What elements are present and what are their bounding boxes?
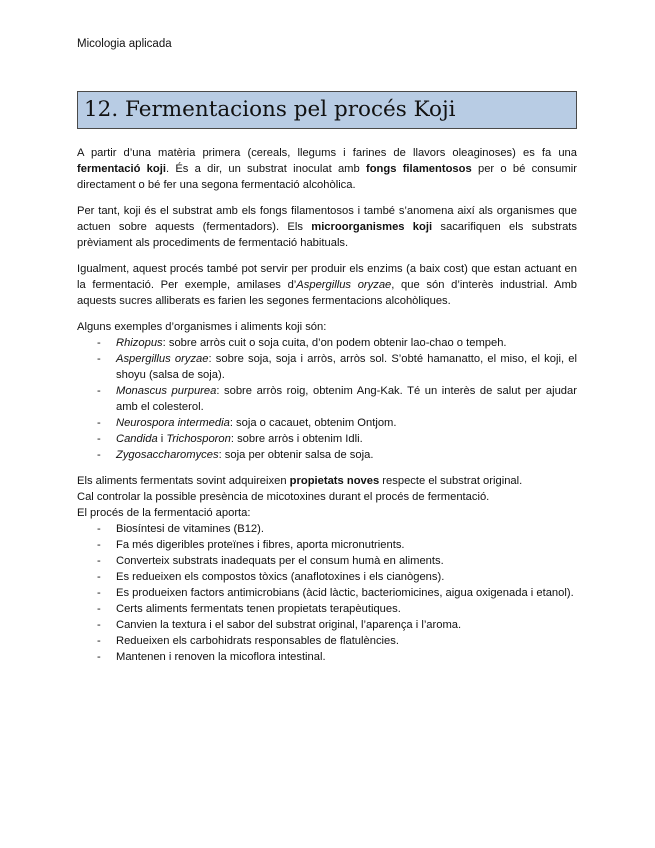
list-item: [77, 521, 577, 537]
text: , que són d’interès industrial. Amb aquests sucres alliberats es farien les segones fermentacions alcohòliques.: [77, 279, 578, 307]
list-text: : soja per obtenir salsa de soja.: [218, 449, 374, 461]
list-text: : sobre arròs cuit o soja cuita, d’on podem obtenir lao-chao o tempeh.: [162, 337, 507, 349]
bold-term: microorganismes koji: [311, 221, 433, 233]
text: sacarifiquen els substrats prèviament als procediments de fermentació habituals.: [77, 221, 577, 249]
list-text: : sobre soja, soja i arròs, arròs sol. S’obté hamanatto, el miso, el koji, el shoyu (salsa de soja).: [116, 353, 577, 381]
list-text: Canvien la textura i el sabor del substrat original, l’aparença i l’aroma.: [116, 619, 462, 631]
list-dash: -: [97, 433, 101, 445]
list-dash: -: [97, 587, 101, 599]
list-item: [77, 601, 577, 617]
list-item: [77, 415, 577, 431]
list-item: [77, 383, 577, 415]
list-item: [77, 569, 577, 585]
list-dash: -: [97, 523, 101, 535]
examples-intro: Alguns exemples d’organismes i aliments koji són:: [77, 321, 327, 333]
list-text: Fa més digeribles proteïnes i fibres, aporta micronutrients.: [116, 539, 405, 551]
list-text: Biosíntesi de vitamines (B12).: [116, 523, 264, 535]
list-item: [77, 649, 577, 665]
list-dash: -: [97, 603, 101, 615]
text: A partir d’una matèria primera (cereals, llegums i farines de llavors oleaginoses) es fa una: [77, 147, 577, 159]
list-item: [77, 431, 577, 447]
paragraph-new-properties: [77, 473, 577, 489]
bold-term: propietats noves: [289, 475, 380, 487]
text: . És a dir, un substrat inoculat amb: [165, 163, 366, 175]
list-dash: -: [97, 385, 101, 397]
section-title: 12. Fermentacions pel procés Koji: [84, 97, 456, 122]
list-text: Redueixen els carbohidrats responsables de flatulències.: [116, 635, 399, 647]
document-body: [77, 145, 577, 675]
species-name: Aspergillus oryzae: [116, 353, 209, 365]
list-item: [77, 351, 577, 383]
list-dash: -: [97, 635, 101, 647]
list-text: Es redueixen els compostos tòxics (anaflotoxines i els cianògens).: [116, 571, 445, 583]
species-name: Rhizopus: [116, 337, 163, 349]
list-text: : sobre arròs roig, obtenim Ang-Kak. Té un interès de salut per ajudar amb el colesterol.: [116, 385, 577, 413]
species-name: Aspergillus oryzae: [296, 279, 392, 291]
text: Els aliments fermentats sovint adquireixen: [77, 475, 290, 487]
list-dash: -: [97, 417, 101, 429]
species-name: Candida: [116, 433, 158, 445]
list-item: [77, 553, 577, 569]
list-dash: -: [97, 449, 101, 461]
list-item: [77, 447, 577, 463]
list-item: [77, 537, 577, 553]
list-text: : soja o cacauet, obtenim Ontjom.: [229, 417, 397, 429]
list-item: [77, 633, 577, 649]
list-text: : sobre arròs i obtenim Idli.: [230, 433, 363, 445]
paragraph-mycotoxins: Cal controlar la possible presència de micotoxines durant el procés de fermentació.: [77, 491, 490, 503]
list-item: [77, 335, 577, 351]
list-item: [77, 585, 577, 601]
examples-list: [77, 335, 577, 463]
list-dash: -: [97, 651, 101, 663]
text: respecte el substrat original.: [379, 475, 523, 487]
list-dash: -: [97, 619, 101, 631]
running-header: Micologia aplicada: [77, 38, 172, 50]
paragraph-enzymes: [77, 261, 577, 309]
list-text: Certs aliments fermentats tenen propietats terapèutiques.: [116, 603, 401, 615]
paragraph-koji-definition: [77, 203, 577, 251]
text: Igualment, aquest procés també pot servir per produir els enzims (a baix cost) que estan actuant en la fermentació. Per exemple, amilases d’: [77, 263, 577, 291]
species-name: Monascus purpurea: [116, 385, 217, 397]
list-dash: -: [97, 353, 101, 365]
section-title-box: [77, 91, 577, 129]
benefits-list: [77, 521, 577, 665]
species-name: Trichosporon: [166, 433, 231, 445]
bold-term: fongs filamentosos: [365, 163, 472, 175]
species-name: Neurospora intermedia: [116, 417, 230, 429]
bold-term: fermentació koji: [77, 163, 166, 175]
list-dash: -: [97, 539, 101, 551]
list-dash: -: [97, 337, 101, 349]
list-text: Es produeixen factors antimicrobians (àcid làctic, bacteriomicines, aigua oxigenada i etanol).: [116, 587, 574, 599]
list-dash: -: [97, 571, 101, 583]
list-text: Mantenen i renoven la micoflora intestinal.: [116, 651, 326, 663]
paragraph-intro: [77, 145, 577, 193]
paragraph-benefits-intro: El procés de la fermentació aporta:: [77, 507, 251, 519]
text: Per tant, koji és el substrat amb els fongs filamentosos i també s’anomena així als organismes que actuen sobre aquests (fermentadors). Els: [77, 205, 577, 233]
list-dash: -: [97, 555, 101, 567]
text: per o bé consumir directament o bé fer una segona fermentació alcohòlica.: [77, 163, 578, 191]
list-text: Converteix substrats inadequats per el consum humà en aliments.: [116, 555, 444, 567]
species-name: Zygosaccharomyces: [116, 449, 219, 461]
list-item: [77, 617, 577, 633]
list-text: i: [157, 433, 167, 445]
